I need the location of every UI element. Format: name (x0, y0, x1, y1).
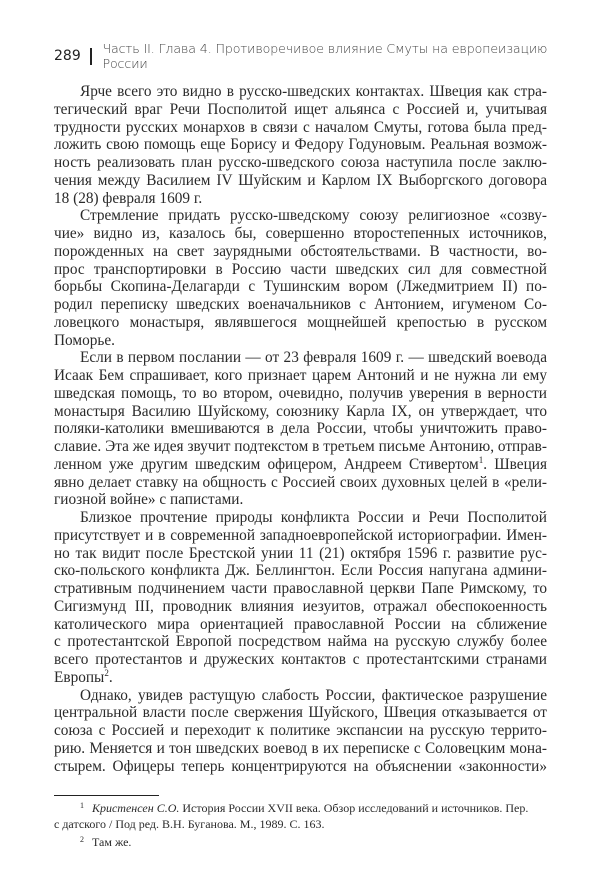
text-line: Если в первом послании — от 23 февраля 1609 г. — шведский воевода (80, 349, 547, 367)
footnote-rule (54, 795, 159, 796)
text-line: поляки-католики вмешиваются в дела России, чтобы уничтожить право- (54, 420, 547, 438)
text-line: стративным подчинением части православной церкви Папе Римскому, то (54, 580, 547, 597)
footnote-ref[interactable]: 1 (478, 454, 484, 465)
text-line: 18 (28) февраля 1609 г. (54, 189, 203, 207)
running-header (54, 41, 550, 71)
text-line: шведская помощь, то во втором, очевидно, получив уверения в верности (54, 384, 547, 402)
text-line: стырем. Офицеры теперь концентрируются на объяснении «законности» (54, 757, 547, 775)
footnote-1-cont: с датского / Под ред. В.Н. Буганова. М., 1989. С. 163. (54, 817, 325, 831)
text-line: чения между Василием IV Шуйским и Карлом IX Выборгского договора (54, 171, 547, 189)
text-line: Однако, увидев растущую слабость России, фактическое разрушение (80, 686, 547, 704)
text-line (54, 456, 547, 474)
text-line: центральной власти после свержения Шуйского, Швеция отказывается от (54, 704, 547, 722)
text-line: ность реализовать план русско-шведского союза наступила после заклю- (54, 154, 547, 171)
paragraph (54, 687, 547, 776)
footnote-ref[interactable]: 2 (104, 667, 109, 678)
text-line: чие» видно из, казалось бы, совершенно второстепенных источников, (54, 225, 547, 242)
text-line: трудности русских монархов в связи с началом Смуты, готова была пред- (54, 118, 547, 136)
body-text (54, 83, 547, 775)
text-line: всего протестантов и дружеских контактов с протестантскими странами (54, 651, 547, 668)
paragraph (54, 207, 547, 349)
text-line: ловецкого монастыря, являвшегося мощнейшей крепостью в русском (54, 313, 547, 331)
text-line: Стремление придать русско-шведскому союзу религиозное «созву- (80, 207, 547, 225)
text-segment: . Швеция (483, 455, 548, 473)
footnote-author: Кристенсен С.О. (92, 801, 180, 815)
text-line: Исаак Бем спрашивает, кого признает царем Антоний и не нужна ли ему (54, 367, 547, 384)
page-number: 289 (54, 48, 81, 64)
text-segment: ленном уже другим шведским офицером, Андреем Стивертом (54, 455, 479, 473)
text-line: явно делает ставку на общность с Россией своих духовных целей в «рели- (54, 473, 547, 491)
text-line: присутствует и в современной западноевропейской историографии. Имен- (54, 526, 547, 544)
paragraph (54, 83, 547, 207)
text-line: Поморье. (54, 331, 115, 349)
text-line (54, 669, 547, 687)
text-line: борьбы Скопина-Делагарди с Тушинским вором (Лжедмитрием II) по- (54, 278, 547, 296)
footnote-1: $^1$ Кристенсен С.О. История России XVII века. Обзор исследований и источников. Пер. (80, 801, 529, 815)
text-line: с протестантской Европой посредством найма на русскую службу более (54, 633, 547, 651)
text-line: Сигизмунд III, проводник влияния иезуитов, отражал обеспокоенность (54, 597, 547, 615)
text-line: славие. Эта же идея звучит подтекстом в третьем письме Антонию, отправ- (54, 438, 547, 455)
text-line: тегический враг Речи Посполитой ищет альянса с Россией и, учитывая (54, 100, 547, 118)
paragraph (54, 509, 547, 687)
text-line: Близкое прочтение природы конфликта России и Речи Посполитой (80, 509, 547, 526)
text-line: порожденных на свет заурядными обстоятельствами. В частности, во- (54, 242, 547, 260)
footnotes (54, 798, 547, 850)
text-line: монастыря Василию Шуйскому, союзнику Карла IX, он утверждает, что (54, 402, 547, 420)
text-line: католического мира ориентацией православной России на сближение (54, 615, 547, 633)
header-divider (90, 48, 93, 65)
text-line: Ярче всего это видно в русско-шведских контактах. Швеция как стра- (80, 83, 547, 100)
text-segment: Европы (54, 668, 105, 686)
text-line: ско-польского конфликта Дж. Беллингтон. Если Россия напугана админи- (54, 562, 547, 580)
footnote-2: $^2$ Там же. (80, 835, 132, 849)
text-line: союза с Россией и переходит к политике экспансии на русскую террито- (54, 722, 547, 739)
running-title: Часть II. Глава 4. Противоречивое влияние Смуты на европеизацию России (102, 41, 548, 71)
text-line: ложить свою помощь еще Борису и Федору Годуновым. Реальная возмож- (54, 136, 547, 154)
text-line: гиозной войне» с папистами. (54, 491, 244, 509)
paragraph (54, 349, 547, 509)
text-segment: . (108, 668, 113, 686)
text-line: прос транспортировки в Россию части шведских сил для совместной (54, 260, 547, 278)
text-line: родил переписку шведских военачальников с Антонием, игуменом Со- (54, 296, 547, 313)
text-line: но так видит после Брестской унии 11 (21) октября 1596 г. развитие рус- (54, 544, 547, 562)
text-line: рию. Меняется и тон шведских воевод в их переписке с Соловецким мона- (54, 739, 547, 757)
